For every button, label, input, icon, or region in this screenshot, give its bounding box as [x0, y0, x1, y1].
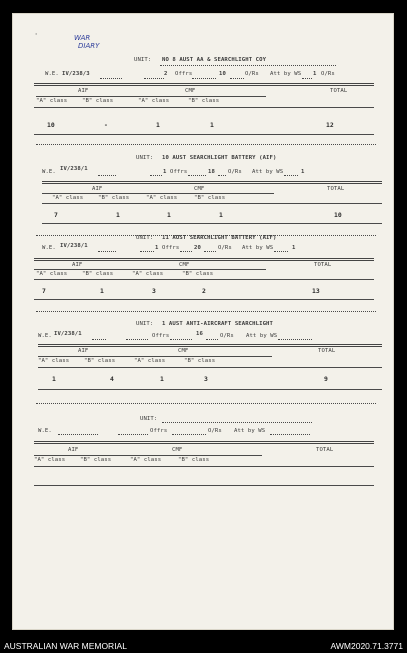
unit-label: UNIT:	[140, 416, 158, 422]
att-label: Att by WS	[246, 333, 278, 339]
institution-name: AUSTRALIAN WAR MEMORIAL	[4, 641, 127, 651]
cmf-a-class: "A" class	[134, 358, 166, 364]
we-dots	[98, 251, 116, 252]
offrs-label: Offrs	[170, 169, 188, 175]
offrs-label: Offrs	[150, 428, 168, 434]
header-bottom-rule	[34, 107, 374, 108]
aif-b-class: "B" class	[98, 195, 130, 201]
total-header: TOTAL	[327, 186, 345, 192]
unit-name: 11 AUST SEARCHLIGHT BATTERY (AIF)	[162, 235, 277, 241]
cmf-b-class: "B" class	[178, 457, 210, 463]
offrs-value: 1	[155, 245, 159, 251]
aif-b-value: -	[104, 121, 108, 129]
total-value: 9	[324, 375, 328, 383]
subheader-rule	[42, 193, 274, 194]
aif-header: AIF	[92, 186, 103, 192]
offrs-dots-pre	[126, 339, 148, 340]
header-bottom-rule	[34, 279, 374, 280]
ors-label: O/Rs	[218, 245, 232, 251]
unit-label: UNIT:	[136, 321, 154, 327]
cmf-b-value: 3	[204, 375, 208, 383]
ors-value: 20	[194, 245, 201, 251]
we-number: IV/238/3	[62, 71, 90, 77]
offrs-dots-pre	[150, 175, 162, 176]
att-dots-pre	[284, 175, 298, 176]
table-top-rule	[34, 83, 374, 86]
cmf-b-class: "B" class	[188, 98, 220, 104]
aif-header: AIF	[68, 447, 79, 453]
we-label: W.E.	[45, 71, 59, 77]
att-dots-pre	[270, 434, 310, 435]
table-bottom-rule	[34, 485, 374, 486]
att-dots-pre	[274, 251, 288, 252]
att-dots-pre	[278, 339, 312, 340]
offrs-dots-pre	[144, 78, 164, 79]
cmf-header: CMF	[194, 186, 205, 192]
cmf-a-class: "A" class	[138, 98, 170, 104]
table-top-rule	[34, 258, 374, 261]
cmf-a-class: "A" class	[130, 457, 162, 463]
handwritten-note-line-2: DIARY	[78, 42, 100, 50]
ors-label: O/Rs	[245, 71, 259, 77]
table-bottom-rule	[42, 223, 382, 224]
ors-dots-pre	[172, 434, 206, 435]
cmf-b-class: "B" class	[194, 195, 226, 201]
aif-a-value: 7	[54, 211, 58, 219]
aif-header: AIF	[78, 88, 89, 94]
subheader-rule	[38, 356, 272, 357]
att-or-label: O/Rs	[321, 71, 335, 77]
aif-a-class: "A" class	[38, 358, 70, 364]
aif-b-class: "B" class	[84, 358, 116, 364]
unit-label: UNIT:	[136, 235, 154, 241]
att-value: 1	[292, 245, 296, 251]
ors-value: 16	[196, 331, 203, 337]
cmf-b-value: 2	[202, 287, 206, 295]
aif-a-value: 10	[47, 121, 55, 129]
cmf-b-value: 1	[210, 121, 214, 129]
ors-value: 10	[219, 71, 226, 77]
header-bottom-rule	[38, 367, 382, 368]
header-bottom-rule	[34, 466, 374, 467]
total-header: TOTAL	[314, 262, 332, 268]
table-top-rule	[42, 181, 382, 184]
aif-a-class: "A" class	[36, 98, 68, 104]
att-value: 1	[313, 71, 317, 77]
cmf-a-value: 1	[160, 375, 164, 383]
aif-b-value: 1	[100, 287, 104, 295]
section-separator	[36, 311, 376, 312]
att-label: Att by WS	[242, 245, 274, 251]
offrs-value: 2	[164, 71, 168, 77]
unit-name: 1 AUST ANTI-AIRCRAFT SEARCHLIGHT	[162, 321, 273, 327]
att-label: Att by WS	[252, 169, 284, 175]
total-header: TOTAL	[316, 447, 334, 453]
cmf-a-value: 1	[156, 121, 160, 129]
cmf-a-class: "A" class	[132, 271, 164, 277]
header-bottom-rule	[42, 203, 382, 204]
ors-label: O/Rs	[220, 333, 234, 339]
offrs-dots-pre	[140, 251, 154, 252]
aif-b-class: "B" class	[82, 271, 114, 277]
cmf-header: CMF	[179, 262, 190, 268]
we-number: IV/238/1	[54, 331, 82, 337]
ors-dots-post	[218, 175, 226, 176]
cmf-header: CMF	[185, 88, 196, 94]
unit-underline	[160, 65, 336, 66]
table-bottom-rule	[34, 299, 374, 300]
table-bottom-rule	[34, 134, 374, 135]
ors-label: O/Rs	[208, 428, 222, 434]
ors-value: 18	[208, 169, 215, 175]
aif-a-value: 1	[52, 375, 56, 383]
archive-footer	[0, 637, 407, 653]
offrs-label: Offrs	[175, 71, 193, 77]
we-dots	[58, 434, 98, 435]
table-top-rule	[34, 441, 374, 444]
we-label: W.E.	[38, 428, 52, 434]
ors-dots-post	[206, 339, 218, 340]
aif-b-value: 4	[110, 375, 114, 383]
unit-name: NO 8 AUST AA & SEARCHLIGHT COY	[162, 57, 267, 63]
we-dots	[100, 78, 122, 79]
total-header: TOTAL	[330, 88, 348, 94]
ors-dots-post	[230, 78, 244, 79]
aif-b-class: "B" class	[80, 457, 112, 463]
cmf-a-value: 3	[152, 287, 156, 295]
unit-name: 10 AUST SEARCHLIGHT BATTERY (AIF)	[162, 155, 277, 161]
we-number: IV/238/1	[60, 243, 88, 249]
cmf-a-class: "A" class	[146, 195, 178, 201]
cmf-b-value: 1	[219, 211, 223, 219]
ors-label: O/Rs	[228, 169, 242, 175]
aif-a-class: "A" class	[36, 271, 68, 277]
att-dots-pre	[302, 78, 312, 79]
table-bottom-rule	[38, 389, 382, 390]
cmf-header: CMF	[178, 348, 189, 354]
we-label: W.E.	[42, 245, 56, 251]
aif-b-value: 1	[116, 211, 120, 219]
aif-a-value: 7	[42, 287, 46, 295]
ors-dots-pre	[192, 78, 216, 79]
ors-dots-pre	[180, 251, 192, 252]
aif-header: AIF	[78, 348, 89, 354]
subheader-rule	[36, 96, 266, 97]
offrs-dots-pre	[118, 434, 148, 435]
ors-dots-pre	[188, 175, 206, 176]
aif-b-class: "B" class	[82, 98, 114, 104]
offrs-label: Offrs	[162, 245, 180, 251]
unit-label: UNIT:	[136, 155, 154, 161]
pencil-mark: '	[34, 32, 39, 40]
total-value: 10	[334, 211, 342, 219]
att-label: Att by WS	[234, 428, 266, 434]
offrs-label: Offrs	[152, 333, 170, 339]
handwritten-note-line-1: WAR	[74, 34, 91, 42]
subheader-rule	[34, 455, 262, 456]
subheader-rule	[34, 269, 266, 270]
att-value: 1	[301, 169, 305, 175]
unit-label: UNIT:	[134, 57, 152, 63]
document-page	[12, 13, 394, 630]
cmf-b-class: "B" class	[184, 358, 216, 364]
att-label: Att by WS	[270, 71, 302, 77]
section-separator	[36, 403, 376, 404]
we-dots	[92, 339, 106, 340]
table-top-rule	[38, 344, 382, 347]
ors-dots-pre	[170, 339, 192, 340]
cmf-header: CMF	[172, 447, 183, 453]
cmf-a-value: 1	[167, 211, 171, 219]
offrs-value: 1	[163, 169, 167, 175]
we-number: IV/238/1	[60, 166, 88, 172]
section-separator	[36, 144, 376, 145]
ors-dots-post	[204, 251, 216, 252]
total-value: 13	[312, 287, 320, 295]
we-label: W.E.	[42, 169, 56, 175]
total-header: TOTAL	[318, 348, 336, 354]
unit-underline	[162, 422, 312, 423]
we-label: W.E.	[38, 333, 52, 339]
aif-a-class: "A" class	[34, 457, 66, 463]
we-dots	[98, 175, 116, 176]
accession-number: AWM2020.71.3771	[330, 641, 403, 651]
aif-header: AIF	[72, 262, 83, 268]
cmf-b-class: "B" class	[182, 271, 214, 277]
total-value: 12	[326, 121, 334, 129]
aif-a-class: "A" class	[52, 195, 84, 201]
